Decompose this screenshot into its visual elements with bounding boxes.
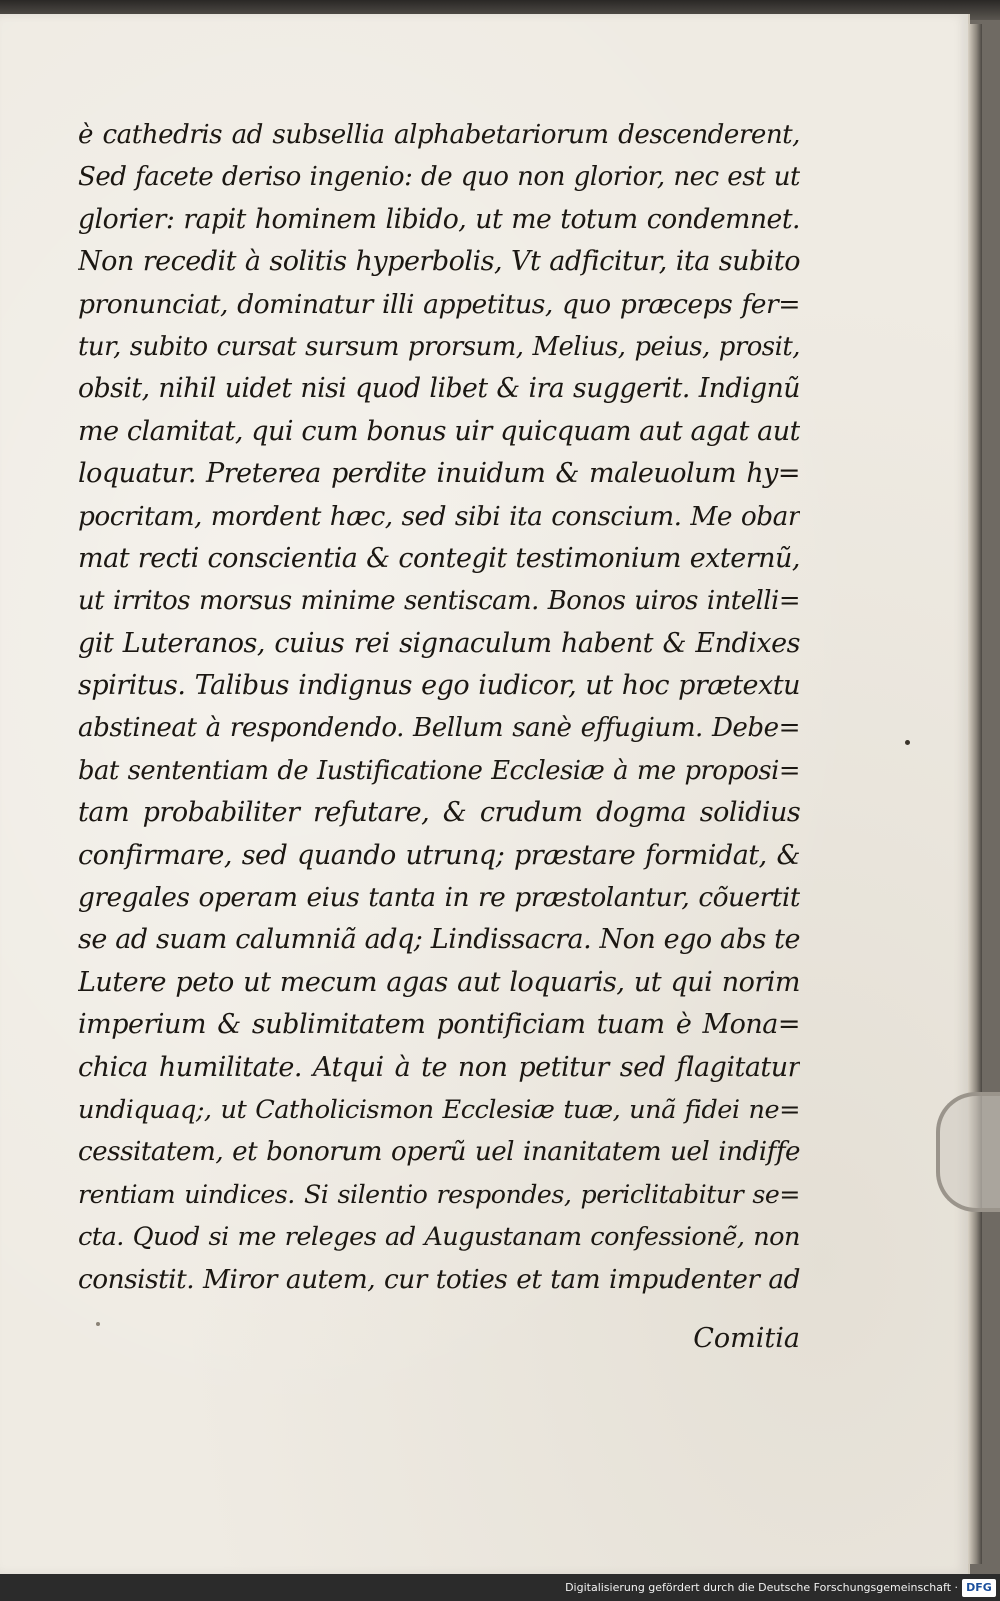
- text-line: abstineat à respondendo. Bellum sanè effugium. Debe=: [78, 713, 800, 744]
- text-line: git Luteranos, cuius rei signaculum habent & Endixes: [78, 627, 800, 659]
- page-text: [78, 114, 800, 1301]
- text-line: ut irritos morsus minime sentiscam. Bonos uiros intelli=: [78, 586, 800, 617]
- text-line: consistit. Miror autem, cur toties et tam impudenter ad: [78, 1264, 800, 1295]
- text-line: glorier: rapit hominem libido, ut me totum condemnet.: [78, 203, 800, 235]
- text-line: obsit, nihil uidet nisi quod libet & ira suggerit. Indignũ: [78, 373, 800, 405]
- text-line: bat sententiam de Iustificatione Ecclesiæ à me proposi=: [78, 755, 800, 786]
- text-line: spiritus. Talibus indignus ego iudicor, ut hoc prætextu: [78, 670, 800, 702]
- text-line: se ad suam calumniã adq; Lindissacra. Non ego abs te: [78, 924, 800, 956]
- text-line: cta. Quod si me releges ad Augustanam confessionẽ, non: [78, 1222, 800, 1253]
- text-line: undiquaq;, ut Catholicismon Ecclesiæ tuæ, unã fidei ne=: [78, 1094, 800, 1125]
- text-line: chica humilitate. Atqui à te non petitur sed flagitatur: [78, 1051, 800, 1083]
- text-line: pronunciat, dominatur illi appetitus, quo præceps fer=: [78, 288, 800, 320]
- digitization-credit: Digitalisierung gefördert durch die Deutsche Forschungsgemeinschaft ·: [565, 1581, 958, 1594]
- page-edge: [968, 24, 982, 1564]
- text-line: è cathedris ad subsellia alphabetariorum descenderent,: [78, 120, 800, 150]
- text-line: loquatur. Preterea perdite inuidum & maleuolum hy=: [78, 458, 800, 490]
- text-line: confirmare, sed quando utrunq; præstare formidat, &: [78, 839, 800, 871]
- ink-speck: [96, 1322, 100, 1326]
- text-line: Lutere peto ut mecum agas aut loquaris, ut qui norim: [78, 966, 800, 998]
- text-line: mat recti conscientia & contegit testimonium externũ,: [78, 542, 800, 574]
- text-line: cessitatem, et bonorum operũ uel inanitatem uel indiffe: [78, 1137, 800, 1168]
- text-line: tam probabiliter refutare, & crudum dogma solidius: [78, 797, 800, 829]
- text-line: gregales operam eius tanta in re præstolantur, cõuertit: [78, 882, 800, 914]
- text-line: Sed facete deriso ingenio: de quo non glorior, nec est ut: [78, 162, 800, 193]
- text-line: me clamitat, qui cum bonus uir quicquam aut agat aut: [78, 415, 800, 447]
- text-line: pocritam, mordent hæc, sed sibi ita conscium. Me obar: [78, 500, 800, 532]
- text-line: tur, subito cursat sursum prorsum, Melius, peius, prosit,: [78, 331, 800, 362]
- text-line: imperium & sublimitatem pontificiam tuam è Mona=: [78, 1009, 800, 1041]
- catchword: Comitia: [693, 1323, 800, 1354]
- text-line: Non recedit à solitis hyperbolis, Vt adficitur, ita subito: [78, 246, 800, 278]
- text-line: rentiam uindices. Si silentio respondes, periclitabitur se=: [78, 1179, 800, 1209]
- book-page: [0, 14, 970, 1574]
- footer-bar: [0, 1574, 1000, 1601]
- page-clip: [936, 1092, 1000, 1212]
- dfg-logo-icon: DFG: [962, 1579, 996, 1597]
- ink-speck: [905, 740, 910, 745]
